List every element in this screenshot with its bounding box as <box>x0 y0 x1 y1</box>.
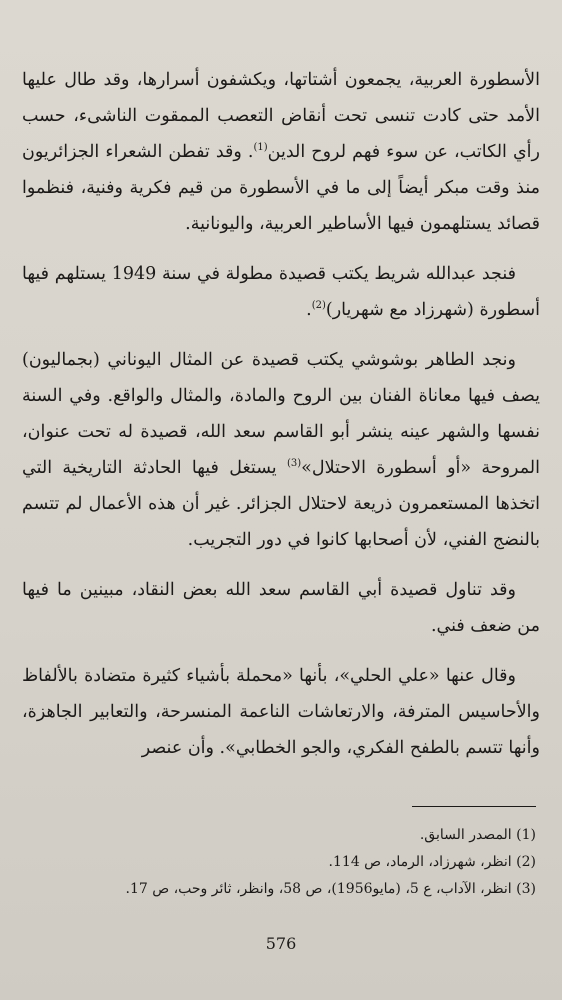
paragraph-4-text: وقد تناول قصيدة أبي القاسم سعد الله بعض النقاد، مبينين ما فيها من ضعف فني. <box>22 580 540 636</box>
paragraph-2-text-cont: . <box>306 300 312 320</box>
paragraph-2 <box>22 256 540 328</box>
paragraph-1-text: الأسطورة العربية، يجمعون أشتاتها، ويكشفون أسرارها، وقد طال عليها الأمد حتى كادت تنسى تحت أنقاض التعصب الممقوت الناشىء، حسب رأي الكاتب، عن سوء فهم لروح الدين <box>22 70 540 162</box>
footnote-ref-1: (1) <box>253 142 268 154</box>
footnote-ref-2: (2) <box>311 300 326 312</box>
page-number: 576 <box>265 934 297 953</box>
paragraph-5-text: وقال عنها «علي الحلي»، بأنها «محملة بأشياء كثيرة متضادة بالألفاظ والأحاسيس المترفة، والارتعاشات الناعمة المنسرحة، والتعابير الجاهزة، وأنها تتسم بالطفح الفكري، والجو الخطابي». وأن عنصر <box>22 666 540 758</box>
paragraph-3-text: ونجد الطاهر بوشوشي يكتب قصيدة عن المثال اليوناني (بجماليون) يصف فيها معاناة الفنان بين الروح والمادة، والمثال والواقع. وفي السنة نفسها والشهر عينه ينشر أبو القاسم سعد الله، قصيدة له تحت عنوان، المروحة «أو أسطورة الاحتلال» <box>22 350 541 478</box>
footnotes <box>22 822 536 903</box>
paragraph-5 <box>22 658 540 766</box>
footnote-divider <box>412 806 536 807</box>
footnote-2: (2) انظر، شهرزاد، الرماد، ص 114. <box>328 854 536 870</box>
paragraph-4 <box>22 572 540 644</box>
paragraph-3-text-cont: يستغل فيها الحادثة التاريخية التي اتخذها المستعمرون ذريعة لاحتلال الجزائر. غير أن هذه الأعمال لم تتسم بالنضج الفني، لأن أصحابها كانوا في دور التجريب. <box>22 458 540 550</box>
paragraph-1-text-cont: . وقد تفطن الشعراء الجزائريون منذ وقت مبكر أيضاً إلى ما في الأسطورة من قيم فكرية وفنية، فنظموا قصائد يستلهمون فيها الأساطير العربية، واليونانية. <box>22 142 540 234</box>
paragraph-2-text: فنجد عبدالله شريط يكتب قصيدة مطولة في سنة 1949 يستلهم فيها أسطورة (شهرزاد مع شهريار) <box>22 264 540 320</box>
paragraph-1 <box>22 62 540 242</box>
footnote-ref-3: (3) <box>286 458 302 470</box>
paragraph-3 <box>22 342 540 558</box>
footnote-1: (1) المصدر السابق. <box>419 827 536 843</box>
main-text <box>22 62 540 780</box>
footnote-3: (3) انظر، الآداب، ع 5، (مايو1956)، ص 58، وانظر، ثائر وحب، ص 17. <box>125 881 536 897</box>
